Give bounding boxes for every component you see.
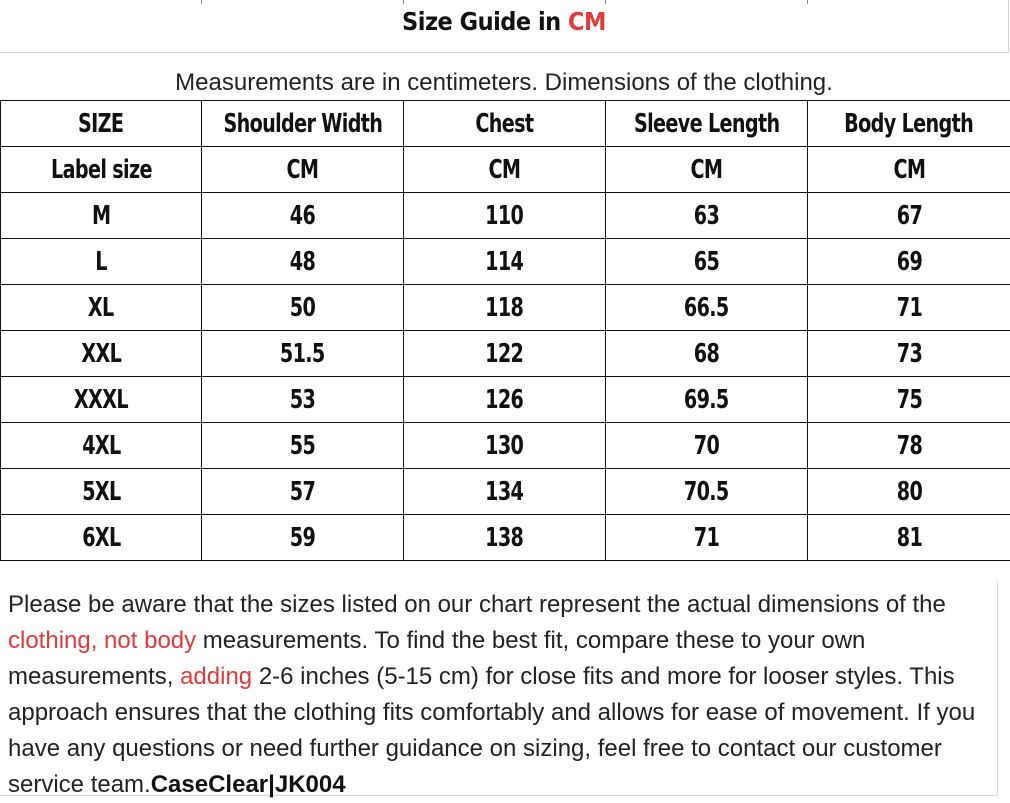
measurement-cell: 66.5 [606, 285, 808, 331]
table-row [1, 469, 1010, 515]
header-cell: SIZE [1, 101, 202, 147]
measurement-cell: 122 [404, 331, 606, 377]
measurement-cell: 69.5 [606, 377, 808, 423]
measurement-cell: 110 [404, 193, 606, 239]
note-highlight: clothing, not body [8, 627, 196, 654]
measurement-cell: 59 [202, 515, 404, 561]
size-label-cell: XXL [1, 331, 202, 377]
table-row [1, 239, 1010, 285]
measurement-cell: 65 [606, 239, 808, 285]
table-row [1, 331, 1010, 377]
unit-cell: CM [404, 147, 606, 193]
header-row [1, 101, 1010, 147]
measurement-cell: 78 [808, 423, 1010, 469]
size-table [0, 100, 1010, 561]
unit-row [1, 147, 1010, 193]
note-text: Please be aware that the sizes listed on our chart represent the actual dimensions of the [8, 591, 946, 618]
brand-code: CaseClear|JK004 [151, 771, 346, 798]
measurement-cell: 48 [202, 239, 404, 285]
header-cell: Body Length [808, 101, 1010, 147]
measurement-cell: 75 [808, 377, 1010, 423]
measurement-cell: 46 [202, 193, 404, 239]
size-label-cell: 5XL [1, 469, 202, 515]
unit-cell: Label size [1, 147, 202, 193]
header-cell: Chest [404, 101, 606, 147]
measurement-cell: 130 [404, 423, 606, 469]
table-row [1, 515, 1010, 561]
measurement-cell: 73 [808, 331, 1010, 377]
size-label-cell: 6XL [1, 515, 202, 561]
unit-cell: CM [202, 147, 404, 193]
size-label-cell: XXXL [1, 377, 202, 423]
size-label-cell: M [1, 193, 202, 239]
measurement-cell: 114 [404, 239, 606, 285]
measurement-cell: 69 [808, 239, 1010, 285]
measurement-cell: 67 [808, 193, 1010, 239]
note-text: measurements. To find the best fit, compare these to your own measurements, [8, 627, 865, 690]
note-text: 2-6 inches (5-15 cm) for close fits and more for looser styles. This approach ensures that the clothing fits comfortably and allows for ease of movement. If you have any questions or need further guidance on sizing, feel free to contact our customer service team. [8, 663, 975, 798]
subtitle: Measurements are in centimeters. Dimensions of the clothing. [0, 66, 1008, 100]
measurement-cell: 68 [606, 331, 808, 377]
measurement-cell: 57 [202, 469, 404, 515]
measurement-cell: 71 [808, 285, 1010, 331]
measurement-cell: 70.5 [606, 469, 808, 515]
measurement-cell: 50 [202, 285, 404, 331]
measurement-cell: 70 [606, 423, 808, 469]
size-label-cell: XL [1, 285, 202, 331]
measurement-cell: 126 [404, 377, 606, 423]
measurement-cell: 71 [606, 515, 808, 561]
unit-cell: CM [606, 147, 808, 193]
measurement-cell: 138 [404, 515, 606, 561]
measurement-cell: 118 [404, 285, 606, 331]
header-cell: Sleeve Length [606, 101, 808, 147]
unit-cell: CM [808, 147, 1010, 193]
size-label-cell: 4XL [1, 423, 202, 469]
measurement-cell: 51.5 [202, 331, 404, 377]
header-cell: Shoulder Width [202, 101, 404, 147]
note-highlight: adding [180, 663, 252, 690]
measurement-cell: 134 [404, 469, 606, 515]
size-label-cell: L [1, 239, 202, 285]
table-row [1, 423, 1010, 469]
title-unit: CM [568, 7, 606, 36]
measurement-cell: 55 [202, 423, 404, 469]
page-title [0, 0, 1009, 53]
table-row [1, 193, 1010, 239]
sizing-note [0, 581, 998, 796]
measurement-cell: 63 [606, 193, 808, 239]
title-prefix: Size Guide in [402, 7, 568, 36]
table-row [1, 377, 1010, 423]
measurement-cell: 80 [808, 469, 1010, 515]
table-row [1, 285, 1010, 331]
measurement-cell: 53 [202, 377, 404, 423]
measurement-cell: 81 [808, 515, 1010, 561]
